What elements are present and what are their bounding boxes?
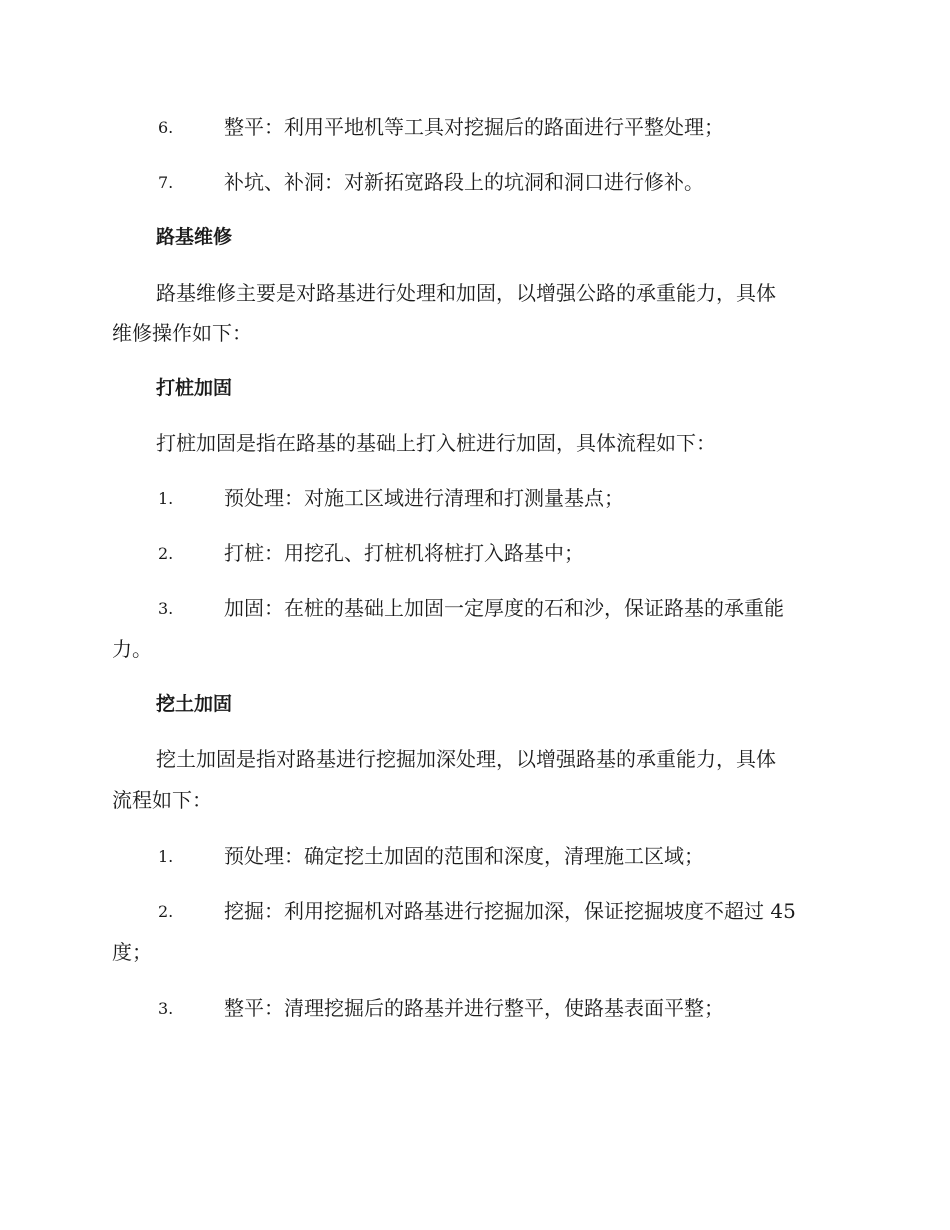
section-heading-subgrade: 路基维修 <box>156 226 233 248</box>
paragraph-line: 打桩加固是指在路基的基础上打入桩进行加固，具体流程如下： <box>156 431 716 455</box>
section-heading-pile: 打桩加固 <box>156 377 233 399</box>
list-number: 1. <box>158 489 174 508</box>
list-number: 7. <box>158 173 174 192</box>
list-number: 2. <box>158 902 174 921</box>
list-text: 打桩：用挖孔、打桩机将桩打入路基中； <box>224 541 584 565</box>
list-text: 补坑、补洞：对新拓宽路段上的坑洞和洞口进行修补。 <box>224 170 704 194</box>
list-item-continuation: 力。 <box>112 637 152 661</box>
section-heading-dig: 挖土加固 <box>156 693 233 715</box>
list-number: 6. <box>158 118 174 137</box>
list-item-continuation: 度； <box>112 940 152 964</box>
paragraph-line: 路基维修主要是对路基进行处理和加固，以增强公路的承重能力，具体 <box>156 281 776 305</box>
list-text: 整平：利用平地机等工具对挖掘后的路面进行平整处理； <box>224 115 724 139</box>
list-text: 预处理：对施工区域进行清理和打测量基点； <box>224 486 624 510</box>
list-number: 2. <box>158 544 174 563</box>
list-number: 1. <box>158 847 174 866</box>
list-number: 3. <box>158 599 174 618</box>
list-text: 挖掘：利用挖掘机对路基进行挖掘加深，保证挖掘坡度不超过 45 <box>224 899 796 923</box>
paragraph-line: 挖土加固是指对路基进行挖掘加深处理，以增强路基的承重能力，具体 <box>156 747 776 771</box>
paragraph-line: 维修操作如下： <box>112 321 252 345</box>
list-number: 3. <box>158 999 174 1018</box>
list-text: 预处理：确定挖土加固的范围和深度，清理施工区域； <box>224 844 704 868</box>
paragraph-line: 流程如下： <box>112 788 212 812</box>
list-text: 整平：清理挖掘后的路基并进行整平，使路基表面平整； <box>224 996 724 1020</box>
list-text: 加固：在桩的基础上加固一定厚度的石和沙，保证路基的承重能 <box>224 596 784 620</box>
